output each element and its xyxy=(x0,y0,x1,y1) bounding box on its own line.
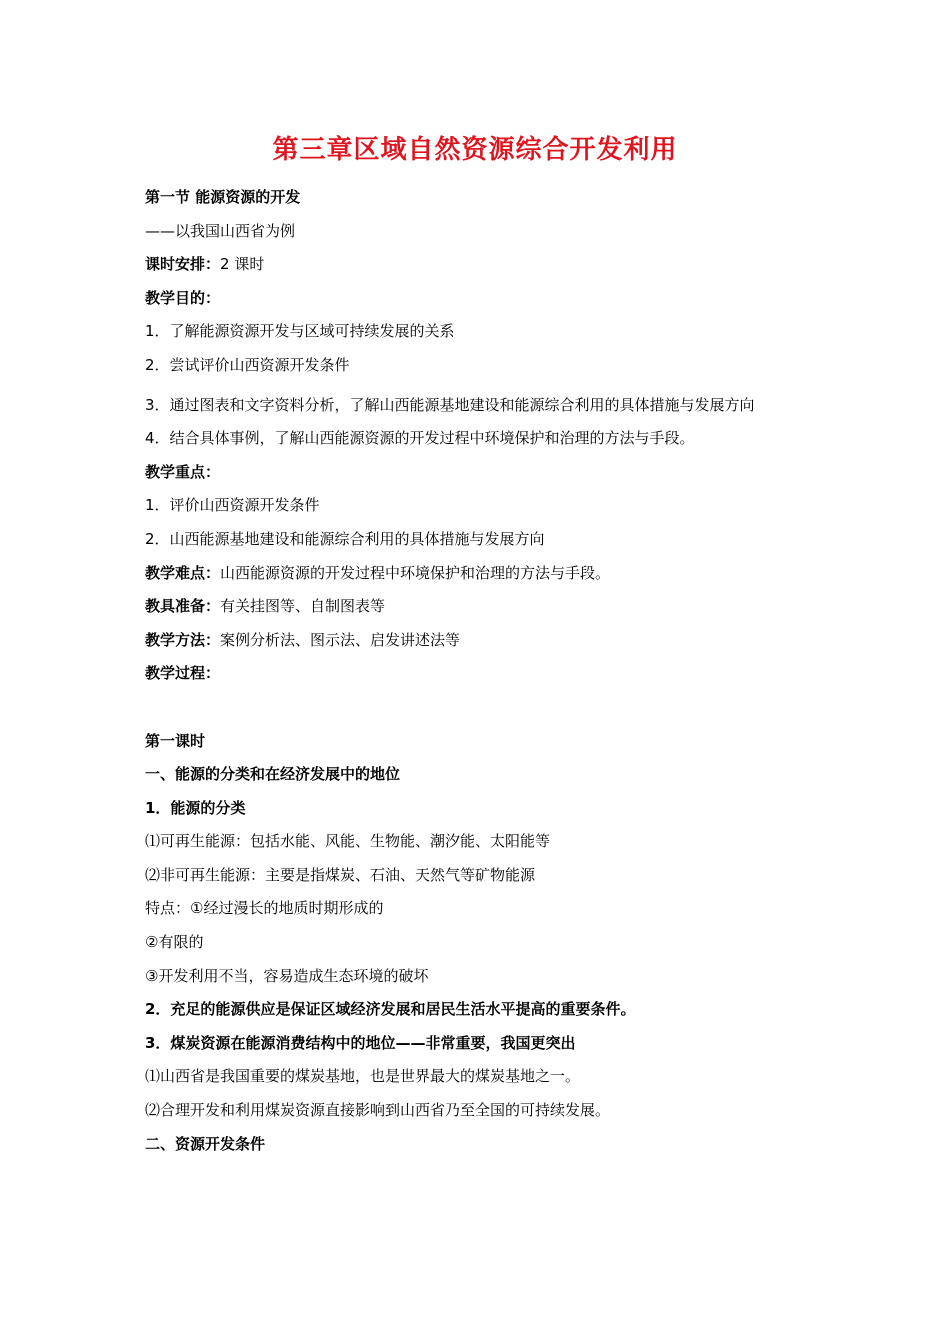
document-body xyxy=(145,186,825,1166)
section-heading: 第一节 能源资源的开发 xyxy=(145,188,301,206)
methods-label: 教学方法： xyxy=(145,630,221,649)
part-heading: 一、能源的分类和在经济发展中的地位 xyxy=(145,765,401,784)
difficulty-value: 山西能源资源的开发过程中环境保护和治理的方法与手段。 xyxy=(220,563,611,582)
tools-value: 有关挂图等、自制图表等 xyxy=(220,597,386,616)
schedule-line xyxy=(145,253,825,275)
feature-item: ③开发利用不当，容易造成生态环境的破坏 xyxy=(145,966,429,985)
difficulty-label: 教学难点： xyxy=(145,563,221,582)
schedule-label: 课时安排： xyxy=(145,255,221,274)
feature-item: 特点：①经过漫长的地质时期形成的 xyxy=(145,899,384,918)
subheading: 3．煤炭资源在能源消费结构中的地位——非常重要，我国更突出 xyxy=(145,1033,576,1052)
list-item: ⑵合理开发和利用煤炭资源直接影响到山西省乃至全国的可持续发展。 xyxy=(145,1101,611,1120)
process-heading: 教学过程： xyxy=(145,664,221,683)
schedule-value: 2 课时 xyxy=(220,255,265,274)
feature-item: ②有限的 xyxy=(145,933,204,952)
tools-line xyxy=(145,595,825,617)
objectives-heading: 教学目的： xyxy=(145,288,221,307)
list-item: ⑴可再生能源：包括水能、风能、生物能、潮汐能、太阳能等 xyxy=(145,832,551,851)
difficulty-line xyxy=(145,562,825,584)
key-points-heading: 教学重点： xyxy=(145,462,221,481)
section-subtitle: ——以我国山西省为例 xyxy=(145,221,296,240)
objective-item: 3．通过图表和文字资料分析，了解山西能源基地建设和能源综合利用的具体措施与发展方向 xyxy=(145,395,755,414)
objective-item: 2．尝试评价山西资源开发条件 xyxy=(145,355,350,374)
list-item: ⑴山西省是我国重要的煤炭基地，也是世界最大的煤炭基地之一。 xyxy=(145,1067,581,1086)
tools-label: 教具准备： xyxy=(145,597,221,616)
objective-item: 1．了解能源资源开发与区域可持续发展的关系 xyxy=(145,322,455,341)
key-point-item: 2．山西能源基地建设和能源综合利用的具体措施与发展方向 xyxy=(145,529,545,548)
subheading: 1．能源的分类 xyxy=(145,798,246,817)
key-point-item: 1．评价山西资源开发条件 xyxy=(145,496,320,515)
blank-line xyxy=(145,696,825,730)
list-item: ⑵非可再生能源：主要是指煤炭、石油、天然气等矿物能源 xyxy=(145,865,536,884)
objective-item: 4．结合具体事例，了解山西能源资源的开发过程中环境保护和治理的方法与手段。 xyxy=(145,429,695,448)
methods-value: 案例分析法、图示法、启发讲述法等 xyxy=(220,630,461,649)
chapter-title: 第三章区域自然资源综合开发利用 xyxy=(272,135,678,165)
lesson-heading: 第一课时 xyxy=(145,731,206,750)
part-heading: 二、资源开发条件 xyxy=(145,1134,266,1153)
subheading: 2．充足的能源供应是保证区域经济发展和居民生活水平提高的重要条件。 xyxy=(145,1000,636,1019)
methods-line xyxy=(145,629,825,651)
